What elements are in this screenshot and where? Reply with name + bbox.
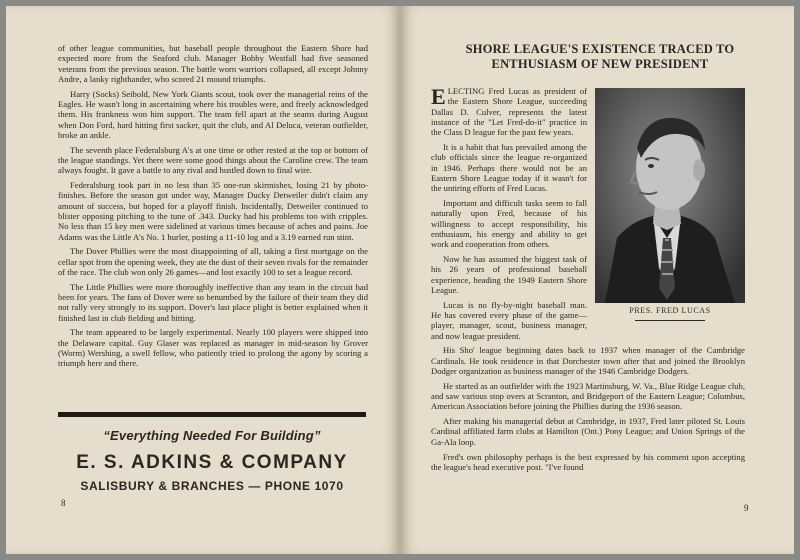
right-paragraph-5: Lucas is no fly-by-night baseball man. He has covered every phase of the game—player, manager, scout, business manager, and now league president.: [431, 299, 587, 341]
drop-cap-letter: E: [431, 84, 446, 109]
left-paragraph-6: The Little Phillies were more thoroughly ineffective than any team in the circuit had been for years. The fans of Dover were so benumbed by the failure of their team they did not rally very strongly to its support. Dover's last place plight is better explained when it finished last in club fielding and hitting.: [58, 281, 368, 323]
right-paragraph-3: Important and difficult tasks seem to fall naturally upon Fred, because of his willingness to accept responsibility, his enthusiasm, his energy and ability to get work and cooperation from others.: [431, 197, 587, 250]
ad-branches-phone: SALISBURY & BRANCHES — PHONE 1070: [80, 479, 344, 493]
ad-divider-rule: [58, 412, 366, 417]
left-paragraph-2: Harry (Socks) Seibold, New York Giants scout, took over the managerial reins of the Eagles. He wasn't long in ascertaining where his troubles were, and freely acknowledged them. His frankness won him support. The team fell apart at the seams during August when Don Ford, hard hitting first sacker, quit the club, and Al Deluca, veteran outfielder, broke an ankle.: [58, 88, 368, 140]
page-number-right: 9: [744, 503, 749, 513]
photo-caption: PRES. FRED LUCAS: [629, 306, 711, 315]
left-paragraph-1: of other league communities, but baseball people throughout the Eastern Shore had expected more from the Seaford club. Manager Bobby Westfall had five seasoned veterans from the previous season. The battle worn warriors collapsed, all except Johnny Andre, a lanky righthander, who scored 21 mound triumphs.: [58, 43, 368, 84]
left-paragraph-7: The team appeared to be largely experimental. Nearly 100 players were shipped into the Delaware capital. Guy Glaser was replaced as manager in mid-season by Grover (Worm) Wershing, a swell fellow, who patiently tried to prolong the agony by scoring a triumph here and there.: [58, 327, 368, 369]
first-paragraph-text: LECTING Fred Lucas as president of the Eastern Shore League, succeeding Dallas D. Culver, represents the latest instance of the "Let Fred-do-it" practice in the Class D league for the past few years.: [431, 86, 587, 138]
caption-underline: [635, 320, 705, 321]
left-paragraph-3: The seventh place Federalsburg A's at one time or other rested at the top or bottom of the league standings. Yet there were some good things about the Caroline crew. The team always fought. It gave a battle to any rival and hustled down to final wire.: [58, 144, 368, 176]
right-paragraph-7: He started as an outfielder with the 1923 Martinsburg, W. Va., Blue Ridge League club, and saw various stop overs at Scranton, and Bridgeport of the Eastern League; Columbus, American Association before joining the Phillies during the 1936 season.: [431, 380, 745, 412]
ad-company-name: E. S. ADKINS & COMPANY: [76, 452, 348, 473]
left-page: [6, 6, 399, 554]
right-paragraph-4: Now he has assumed the biggest task of his 26 years of professional baseball experience, heading the 1949 Eastern Shore League.: [431, 253, 587, 295]
page-number-left: 8: [61, 498, 66, 508]
president-photo-block: [595, 88, 745, 321]
right-paragraph-8: After making his managerial debut at Cambridge, in 1937, Fred later piloted St. Louis Cardinal affiliated farm clubs at Hamilton (Ont.) Pony League; and Union Springs of the Ga-Ala loop.: [431, 416, 745, 447]
article-headline: [435, 42, 765, 72]
right-article-text: [431, 86, 745, 477]
left-article-text: [58, 43, 368, 373]
right-paragraph-9: Fred's own philosophy perhaps is the best expressed by his comment upon accepting the league's head executive post. "I've found: [431, 451, 745, 472]
left-paragraph-5: The Dover Phillies were the most disappointing of all, taking a first mortgage on the cellar spot from the opening week, they ate the dust of their seven rivals for the remainder of the race. The club won only 26 games—and lost exactly 100 to set a league record.: [58, 246, 368, 277]
headline-line-2: ENTHUSIASM OF NEW PRESIDENT: [491, 57, 709, 71]
adkins-advertisement: [58, 428, 366, 493]
headline-line-1: SHORE LEAGUE'S EXISTENCE TRACED TO: [465, 42, 735, 56]
portrait-illustration: [595, 88, 745, 303]
ad-slogan: “Everything Needed For Building”: [103, 428, 321, 443]
right-page: [401, 6, 794, 554]
president-portrait-photo: [595, 88, 745, 303]
left-paragraph-4: Federalsburg took part in no less than 35 one-run skirmishes, losing 21 by photo-finishes. Before the season got under way, Manager Ducky Detweiler didn't claim any amount of success, but hoped for a playoff finish. Incidentally, Detweiler continued to blister opposing pitching to the tune of .343. Ducky had his problems too with cripples. No less than 15 key men were sidelined at various times because of aches and pains. Joe Adams was the Little A's No. 1 hurler, posting a 11-10 log and a 3.19 earned run stint.: [58, 180, 368, 242]
right-paragraph-2: It is a habit that has prevailed among the club officials since the league re-organized in 1946. Perhaps there would not be an Eastern Shore League today if it wasn't for the untiring efforts of Fred Lucas.: [431, 141, 587, 194]
right-paragraph-6: His Sho' league beginning dates back to 1937 when manager of the Cambridge Cardinals. He took residence in that Dorchester town after that and joined the Brooklyn Dodger organization as business manager of the 1946 Cambridge Dodgers.: [431, 345, 745, 376]
